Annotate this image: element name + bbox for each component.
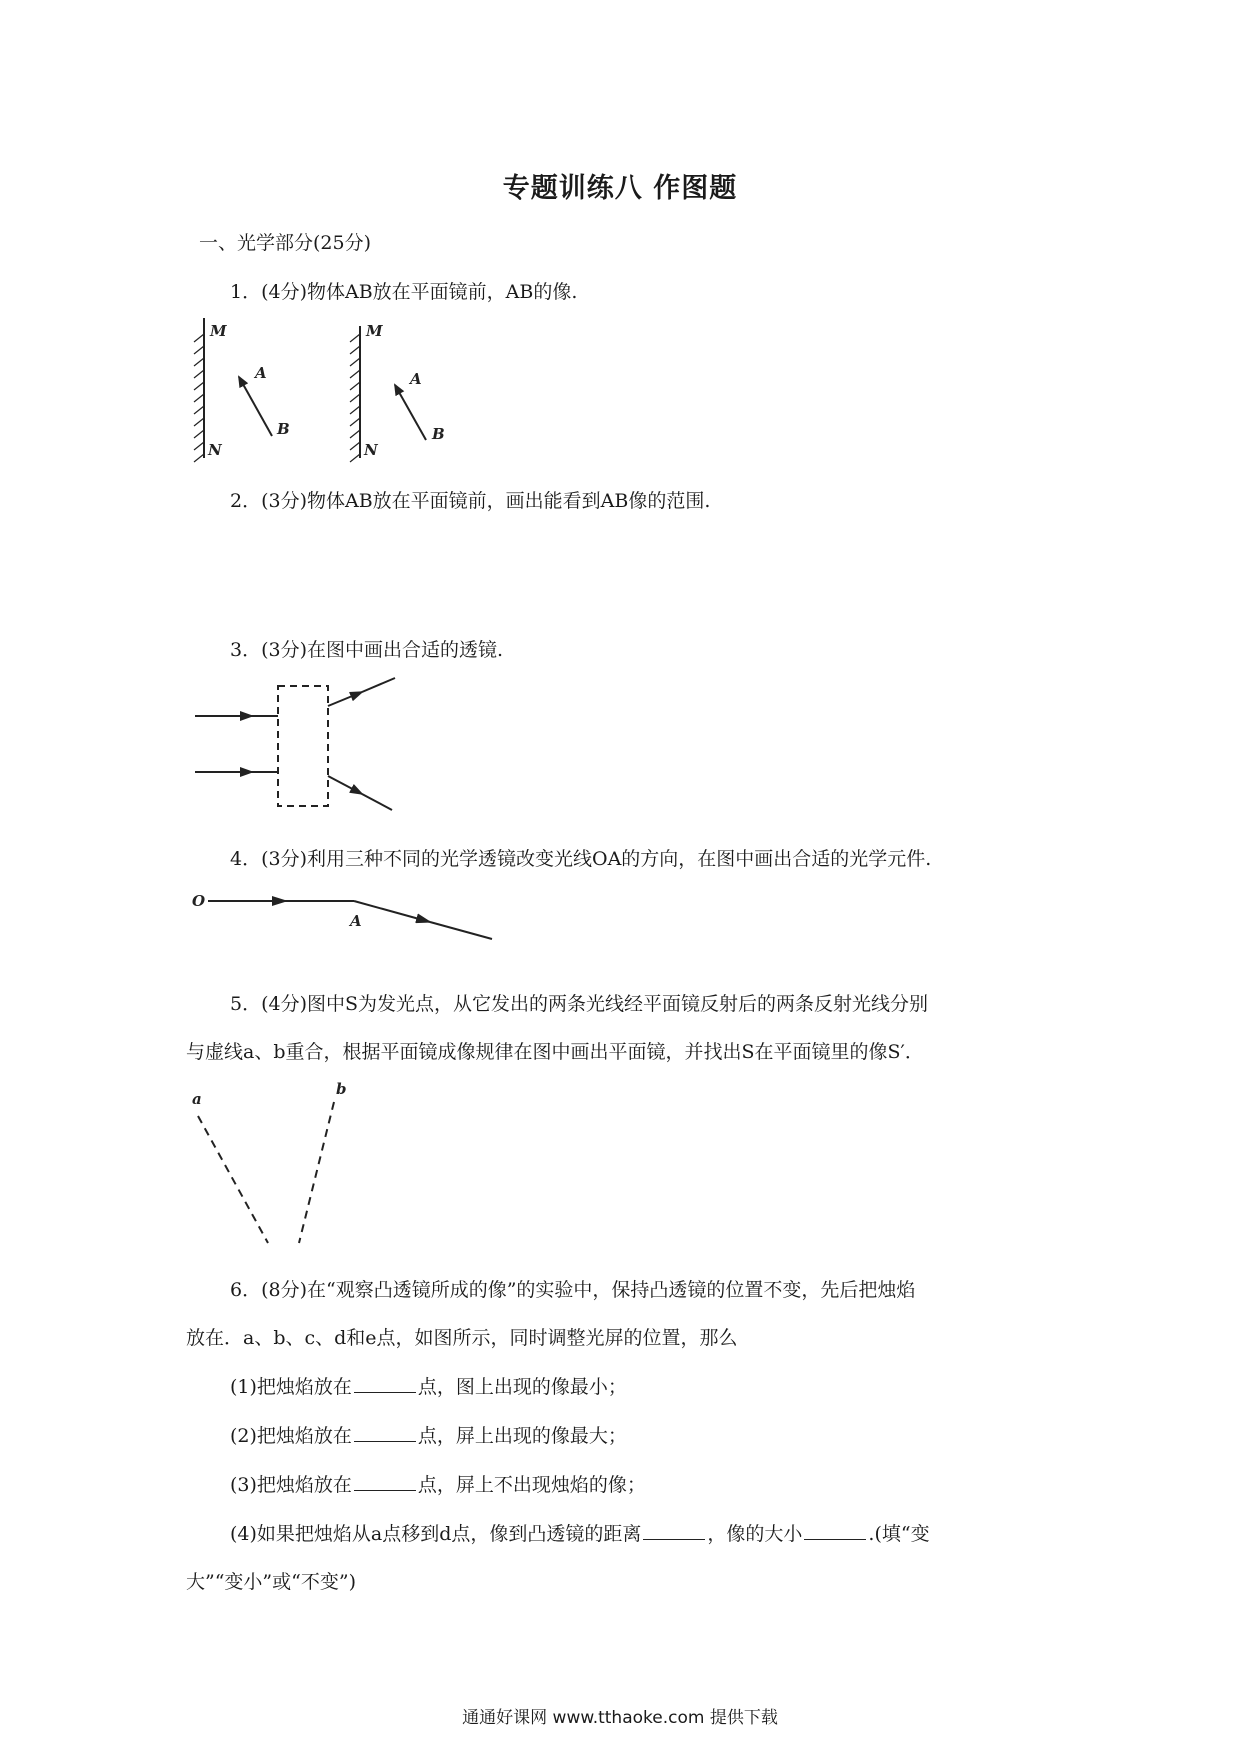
sub4-middle: ，像的大小 [707,1523,803,1545]
ray-after-A-arrow [354,901,430,922]
label-a: a [192,1090,202,1108]
answer-blank-4[interactable] [643,1521,705,1540]
label-M-left: M [210,322,227,340]
label-M-right: M [366,322,383,340]
question-1-figure [180,318,480,466]
label-A-left: A [255,364,267,382]
question-6-line2: 放在．a、b、c、d和e点，如图所示，同时调整光屏的位置，那么 [186,1327,738,1349]
answer-blank-5[interactable] [804,1521,866,1540]
dashed-lens-box [278,686,328,806]
sub4-suffix: .(填“变 [868,1523,930,1545]
question-5-line2: 与虚线a、b重合，根据平面镜成像规律在图中画出平面镜，并找出S在平面镜里的像S′． [186,1041,924,1063]
question-4-text: 4．(3分)利用三种不同的光学透镜改变光线OA的方向，在图中画出合适的光学元件. [230,848,932,870]
label-A-right: A [410,370,422,388]
label-N-left: N [208,441,222,459]
question-6-sub2 [230,1423,627,1449]
question-4-figure [186,880,506,960]
answer-blank-1[interactable] [354,1374,416,1393]
refracted-ray-lower-tail [362,794,392,810]
question-6-sub3 [230,1472,646,1498]
question-5-line1: 5．(4分)图中S为发光点，从它发出的两条光线经平面镜反射后的两条反射光线分别 [230,993,929,1015]
refracted-ray-lower [328,776,362,794]
mirror-right [350,326,360,462]
question-5-figure [186,1080,366,1255]
mirror-left [194,318,204,462]
refracted-ray-upper-tail [362,678,395,692]
question-6-line1: 6．(8分)在“观察凸透镜所成的像”的实验中，保持凸透镜的位置不变，先后把烛焰 [230,1279,916,1301]
section-heading: 一、光学部分(25分) [199,232,372,254]
label-B-right: B [432,425,445,443]
sub2-suffix: 点，屏上出现的像最大； [417,1425,627,1447]
question-3-figure [190,670,420,820]
label-A-q4: A [350,912,362,930]
label-b: b [336,1080,347,1098]
page-footer: 通通好课网 www.tthaoke.com 提供下载 [462,1708,778,1728]
question-3-text: 3．(3分)在图中画出合适的透镜. [230,639,504,661]
page-title: 专题训练八 作图题 [502,173,738,204]
question-6-sub1 [230,1374,627,1400]
answer-blank-3[interactable] [354,1472,416,1491]
sub3-prefix: (3)把烛焰放在 [230,1474,352,1496]
answer-blank-2[interactable] [354,1423,416,1442]
label-O: O [192,892,206,910]
sub4-prefix: (4)如果把烛焰从a点移到d点，像到凸透镜的距离 [230,1523,642,1545]
sub3-suffix: 点，屏上不出现烛焰的像； [417,1474,646,1496]
ray-after-A [430,922,492,939]
dashed-ray-a [198,1116,268,1243]
sub1-prefix: (1)把烛焰放在 [230,1376,352,1398]
label-B-left: B [277,420,290,438]
question-6-sub4-line2: 大”“变小”或“不变”) [186,1571,356,1593]
question-2-text: 2．(3分)物体AB放在平面镜前，画出能看到AB像的范围. [230,490,711,512]
label-N-right: N [364,441,378,459]
sub1-suffix: 点，图上出现的像最小； [417,1376,627,1398]
sub2-prefix: (2)把烛焰放在 [230,1425,352,1447]
object-arrow-left [239,377,272,436]
object-arrow-right [395,385,426,440]
refracted-ray-upper [328,692,362,706]
dashed-ray-b [299,1102,334,1243]
question-6-sub4 [230,1521,930,1547]
question-1-text: 1．(4分)物体AB放在平面镜前，AB的像. [230,281,578,303]
